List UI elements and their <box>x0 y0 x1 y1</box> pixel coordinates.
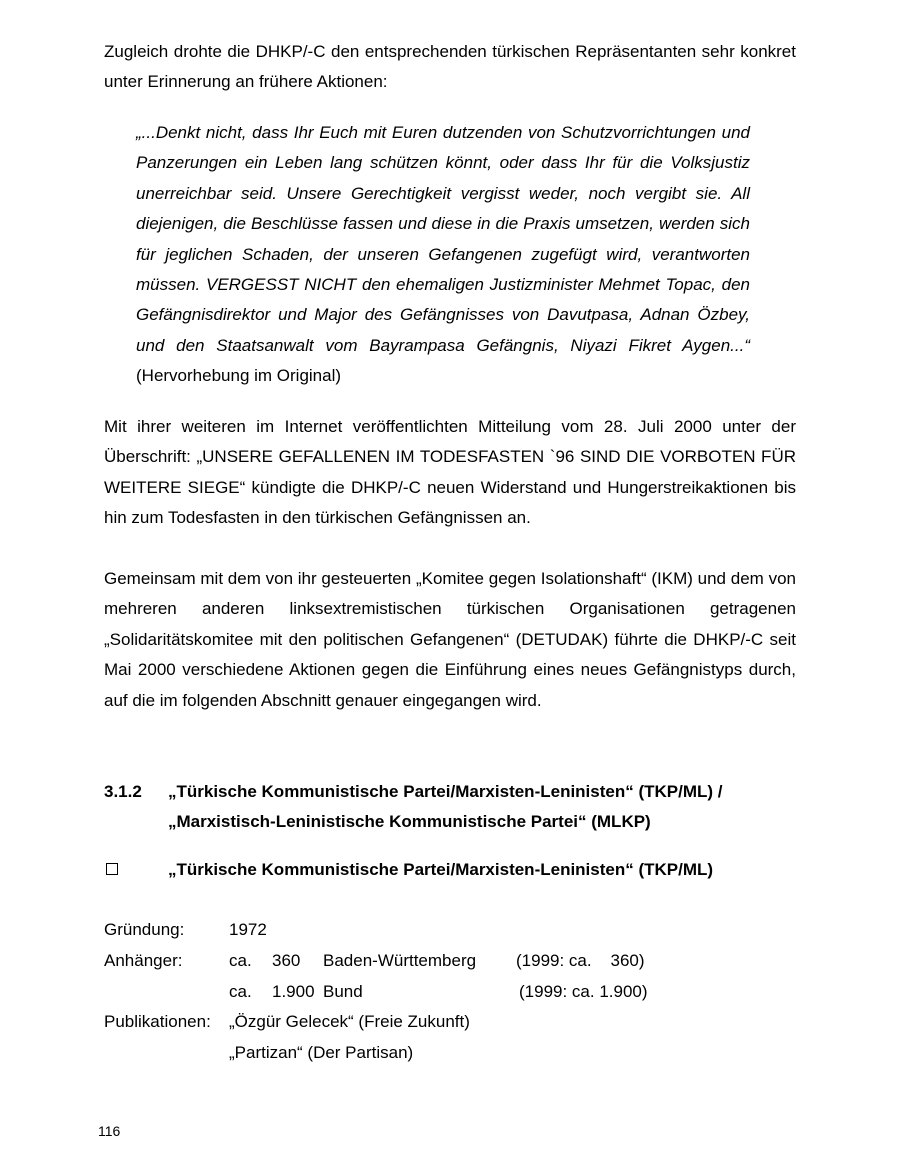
section-number: 3.1.2 <box>104 782 142 801</box>
checkbox-bullet-icon <box>106 863 118 875</box>
publication-item: „Özgür Gelecek“ (Freie Zukunft) <box>229 1012 470 1031</box>
section-title <box>168 777 788 837</box>
bullet-heading <box>104 857 804 883</box>
publication-item: „Partizan“ (Der Partisan) <box>229 1043 414 1062</box>
section-title-line-2: „Marxistisch-Leninistische Kommunistische Partei“ (MLKP) <box>168 812 651 831</box>
bullet-heading-text: „Türkische Kommunistische Partei/Marxisten-Leninisten“ (TKP/ML) <box>168 860 714 879</box>
paragraph-todesfasten: Mit ihrer weiteren im Internet veröffentlichten Mitteilung vom 28. Juli 2000 unter der Überschrift: „UNSERE GEFALLENEN IM TODESFASTEN `96 SIND DIE VORBOTEN FÜR WEITERE SIEGE“ kündigte die DHKP/-C neuen Widerstand und Hungerstreikaktionen bis hin zum Todesfasten in den türkischen Gefängnissen an. <box>104 417 796 528</box>
members-count: 360 <box>272 951 301 970</box>
intro-paragraph: Zugleich drohte die DHKP/-C den entsprechenden türkischen Repräsentanten sehr konkret unter Erinnerung an frühere Aktionen: <box>104 42 796 92</box>
block-quote <box>136 118 750 392</box>
members-region: Bund <box>323 982 363 1001</box>
quote-text: „...Denkt nicht, dass Ihr Euch mit Euren dutzenden von Schutzvorrichtungen und Panzerungen ein Leben lang schützen könnt, oder dass Ihr für die Volksjustiz unerreichbar seid. Unsere Gerechtigkeit vergisst weder, noch vergibt sie. All diejenigen, die Beschlüsse fassen und diese in die Praxis umsetzen, werden sich für jeglichen Schaden, der unseren Gefangenen zugefügt wird, verantworten müssen. VERGESST NICHT den ehemaligen Justizminister Mehmet Topac, den Gefängnisdirektor und Major des Gefängnisses von Davutpasa, Adnan Özbey, und den Staatsanwalt vom Bayrampasa Gefängnis, Niyazi Fikret Aygen...“ <box>136 123 750 355</box>
founding-value: 1972 <box>229 920 267 939</box>
members-label: Anhänger: <box>104 951 183 970</box>
section-title-line-1: „Türkische Kommunistische Partei/Marxisten-Leninisten“ (TKP/ML) / <box>168 782 723 801</box>
founding-label: Gründung: <box>104 920 185 939</box>
page-number: 116 <box>98 1123 121 1139</box>
members-prefix: ca. <box>229 982 252 1001</box>
members-prefix: ca. <box>229 951 252 970</box>
members-count: 1.900 <box>272 982 315 1001</box>
quote-note: (Hervorhebung im Original) <box>136 366 342 386</box>
members-region: Baden-Württemberg <box>323 951 477 970</box>
paragraph-aktionen: Gemeinsam mit dem von ihr gesteuerten „Komitee gegen Isolationshaft“ (IKM) und dem von mehreren anderen linksextremistischen türkischen Organisationen getragenen „Solidaritätskomitee mit den politischen Gefangenen“ (DETUDAK) führte die DHKP/-C seit Mai 2000 verschiedene Aktionen gegen die Einführung eines neues Gefängnistyps durch, auf die im folgenden Abschnitt genauer eingegangen wird. <box>104 569 796 710</box>
members-previous: (1999: ca. 360) <box>516 951 645 970</box>
members-previous: (1999: ca. 1.900) <box>519 982 648 1001</box>
section-heading <box>104 777 804 839</box>
publications-label: Publikationen: <box>104 1012 211 1031</box>
